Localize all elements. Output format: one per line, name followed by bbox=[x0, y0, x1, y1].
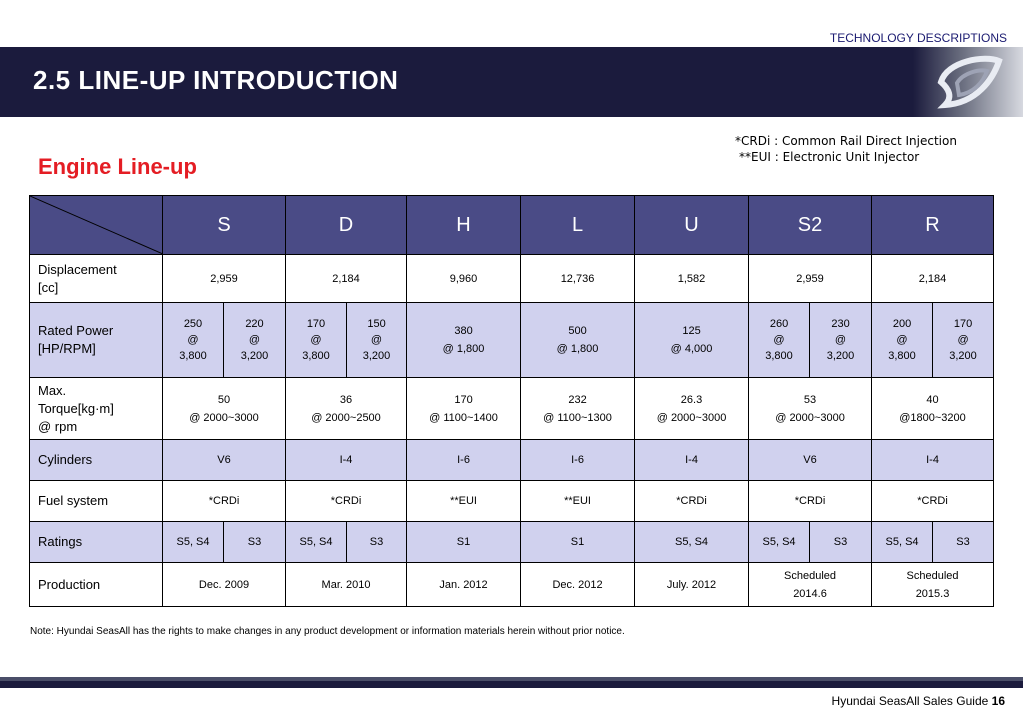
corner-diagonal bbox=[30, 196, 163, 254]
abbreviation-footnotes bbox=[735, 133, 957, 165]
table-cell: S1 bbox=[521, 522, 635, 563]
row-label: Displacement [cc] bbox=[30, 255, 163, 303]
engine-lineup-table bbox=[29, 195, 994, 607]
table-cell: 170 @ 3,800 bbox=[286, 303, 347, 378]
page-title: 2.5 LINE-UP INTRODUCTION bbox=[33, 65, 399, 95]
table-cell: 170 @ 3,200 bbox=[933, 303, 994, 378]
table-cell: Jan. 2012 bbox=[407, 563, 521, 607]
row-label: Fuel system bbox=[30, 481, 163, 522]
footnote-crdi: *CRDi : Common Rail Direct Injection bbox=[735, 134, 957, 148]
column-header-s: S bbox=[163, 196, 286, 255]
table-cell: *CRDi bbox=[635, 481, 749, 522]
title-banner bbox=[0, 47, 1023, 117]
table-cell: 2,184 bbox=[286, 255, 407, 303]
table-cell: 2,184 bbox=[872, 255, 994, 303]
table-cell: 40 @1800~3200 bbox=[872, 378, 994, 440]
table-cell: 230 @ 3,200 bbox=[810, 303, 872, 378]
table-cell: Mar. 2010 bbox=[286, 563, 407, 607]
table-cell: I-4 bbox=[286, 440, 407, 481]
table-cell: 36 @ 2000~2500 bbox=[286, 378, 407, 440]
table-cell: 380 @ 1,800 bbox=[407, 303, 521, 378]
table-cell: 232 @ 1100~1300 bbox=[521, 378, 635, 440]
table-cell: S3 bbox=[224, 522, 286, 563]
table-cell: Scheduled 2014.6 bbox=[749, 563, 872, 607]
table-cell: 250 @ 3,800 bbox=[163, 303, 224, 378]
table-cell: 220 @ 3,200 bbox=[224, 303, 286, 378]
table-cell: I-6 bbox=[521, 440, 635, 481]
table-cell: **EUI bbox=[521, 481, 635, 522]
table-cell: S1 bbox=[407, 522, 521, 563]
row-ratings bbox=[30, 522, 994, 563]
table-cell: Dec. 2012 bbox=[521, 563, 635, 607]
table-cell: 500 @ 1,800 bbox=[521, 303, 635, 378]
table-cell: *CRDi bbox=[872, 481, 994, 522]
column-header-l: L bbox=[521, 196, 635, 255]
table-cell: 125 @ 4,000 bbox=[635, 303, 749, 378]
row-label: Rated Power [HP/RPM] bbox=[30, 303, 163, 378]
table-cell: 50 @ 2000~3000 bbox=[163, 378, 286, 440]
row-label: Cylinders bbox=[30, 440, 163, 481]
row-fuel-system bbox=[30, 481, 994, 522]
page-number: 16 bbox=[991, 694, 1005, 708]
table-cell: 9,960 bbox=[407, 255, 521, 303]
table-cell: S5, S4 bbox=[163, 522, 224, 563]
row-displacement bbox=[30, 255, 994, 303]
table-cell: S3 bbox=[347, 522, 407, 563]
row-production bbox=[30, 563, 994, 607]
table-cell: Scheduled 2015.3 bbox=[872, 563, 994, 607]
row-rated-power bbox=[30, 303, 994, 378]
table-cell: V6 bbox=[749, 440, 872, 481]
footer-bar bbox=[0, 681, 1023, 688]
column-header-d: D bbox=[286, 196, 407, 255]
section-subtitle: Engine Line-up bbox=[38, 154, 197, 179]
row-label: Production bbox=[30, 563, 163, 607]
section-label: TECHNOLOGY DESCRIPTIONS bbox=[829, 31, 1007, 45]
table-cell: *CRDi bbox=[163, 481, 286, 522]
table-cell: **EUI bbox=[407, 481, 521, 522]
company-logo-icon bbox=[933, 53, 1005, 111]
table-cell: S3 bbox=[810, 522, 872, 563]
table-cell: S5, S4 bbox=[286, 522, 347, 563]
table-cell: 12,736 bbox=[521, 255, 635, 303]
table-cell: 2,959 bbox=[163, 255, 286, 303]
table-cell: V6 bbox=[163, 440, 286, 481]
column-header-u: U bbox=[635, 196, 749, 255]
row-label: Max. Torque[kg·m] @ rpm bbox=[30, 378, 163, 440]
table-cell: *CRDi bbox=[749, 481, 872, 522]
table-cell: 260 @ 3,800 bbox=[749, 303, 810, 378]
page-footer bbox=[832, 694, 1005, 708]
table-cell: S5, S4 bbox=[749, 522, 810, 563]
row-max-torque bbox=[30, 378, 994, 440]
footer-guide-title: Hyundai SeasAll Sales Guide bbox=[831, 694, 989, 708]
table-cell: I-6 bbox=[407, 440, 521, 481]
column-header-r: R bbox=[872, 196, 994, 255]
table-cell: 150 @ 3,200 bbox=[347, 303, 407, 378]
table-cell: *CRDi bbox=[286, 481, 407, 522]
table-cell: 1,582 bbox=[635, 255, 749, 303]
table-cell: S5, S4 bbox=[872, 522, 933, 563]
table-cell: July. 2012 bbox=[635, 563, 749, 607]
table-cell: 53 @ 2000~3000 bbox=[749, 378, 872, 440]
table-cell: 2,959 bbox=[749, 255, 872, 303]
footnote-eui: **EUI : Electronic Unit Injector bbox=[739, 150, 920, 164]
disclaimer-note: Note: Hyundai SeasAll has the rights to make changes in any product development or information materials herein without prior notice. bbox=[30, 626, 625, 637]
table-cell: 170 @ 1100~1400 bbox=[407, 378, 521, 440]
table-cell: I-4 bbox=[635, 440, 749, 481]
table-cell: I-4 bbox=[872, 440, 994, 481]
table-cell: S3 bbox=[933, 522, 994, 563]
table-cell: S5, S4 bbox=[635, 522, 749, 563]
table-corner-cell bbox=[30, 196, 163, 255]
row-label: Ratings bbox=[30, 522, 163, 563]
table-cell: 26.3 @ 2000~3000 bbox=[635, 378, 749, 440]
column-header-h: H bbox=[407, 196, 521, 255]
column-header-s2: S2 bbox=[749, 196, 872, 255]
table-cell: Dec. 2009 bbox=[163, 563, 286, 607]
row-cylinders bbox=[30, 440, 994, 481]
logo-area bbox=[913, 47, 1023, 117]
table-cell: 200 @ 3,800 bbox=[872, 303, 933, 378]
